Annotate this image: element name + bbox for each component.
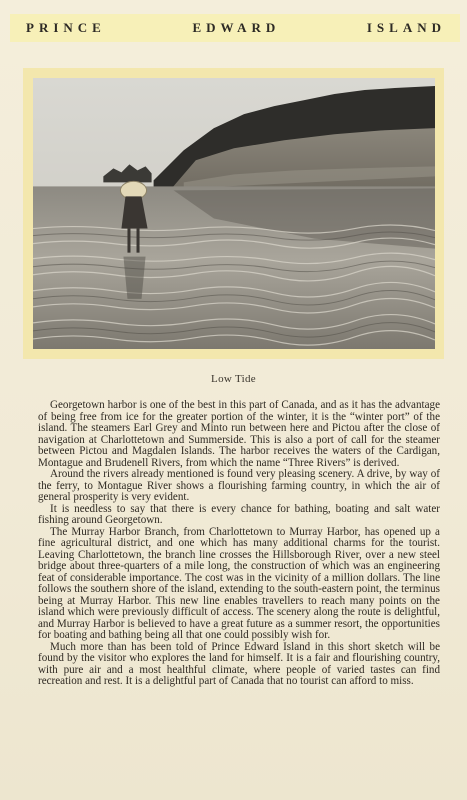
paragraph: Much more than has been told of Prince Edward Island in this short sketch will be found by the visitor who explores the land for himself. It is a fair and flourishing country, with pure air and a most healthful climate, where people of varied tastes can find recreation and rest. It is a delightful part of Canada that no tourist can afford to miss.: [38, 640, 440, 687]
beach-scene-image: [33, 78, 435, 349]
paragraph: It is needless to say that there is every chance for bathing, boating and salt water fishing around Georgetown.: [38, 502, 440, 526]
running-header: [10, 14, 460, 42]
article-body: [38, 400, 440, 688]
header-word-1: PRINCE: [26, 20, 106, 35]
header-word-3: ISLAND: [366, 20, 446, 35]
photo-frame: [23, 68, 444, 359]
header-word-2: EDWARD: [192, 20, 281, 35]
paragraph: Around the rivers already mentioned is found very pleasing scenery. A drive, by way of the ferry, to Montague River shows a flourishing farming country, in which the air of general prosperity is very evident.: [38, 468, 440, 503]
low-tide-photograph: [33, 78, 435, 349]
paragraph: The Murray Harbor Branch, from Charlottetown to Murray Harbor, has opened up a fine agricultural district, and one which has many additional charms for the tourist. Leaving Charlottetown, the branch line crosses the Hillsborough River, over a new steel bridge about three-quarters of a mile long, the construction of which was an engineering feat of considerable importance. The cost was in the vicinity of a million dollars. The line follows the southern shore of the island, extending to the south-eastern point, the terminus being at Murray Harbor. This new line enables travellers to reach many points on the island which were previously difficult of access. The scenery along the route is delightful, and Murray Harbor is believed to have a great future as a summer resort, the opportunities for boating and bathing being all that one could possibly wish for.: [38, 525, 440, 641]
paragraph: Georgetown harbor is one of the best in this part of Canada, and as it has the advantage of being free from ice for the greater portion of the winter, it is the “winter port” of the island. The steamers Earl Grey and Minto run between here and Pictou after the close of navigation at Charlottetown and Summerside. This is also a port of call for the steamer between Pictou and Magdalen Islands. The harbor receives the waters of the Cardigan, Montague and Brudenell Rivers, from which the name “Three Rivers” is derived.: [38, 399, 440, 469]
photo-caption: Low Tide: [211, 373, 256, 385]
